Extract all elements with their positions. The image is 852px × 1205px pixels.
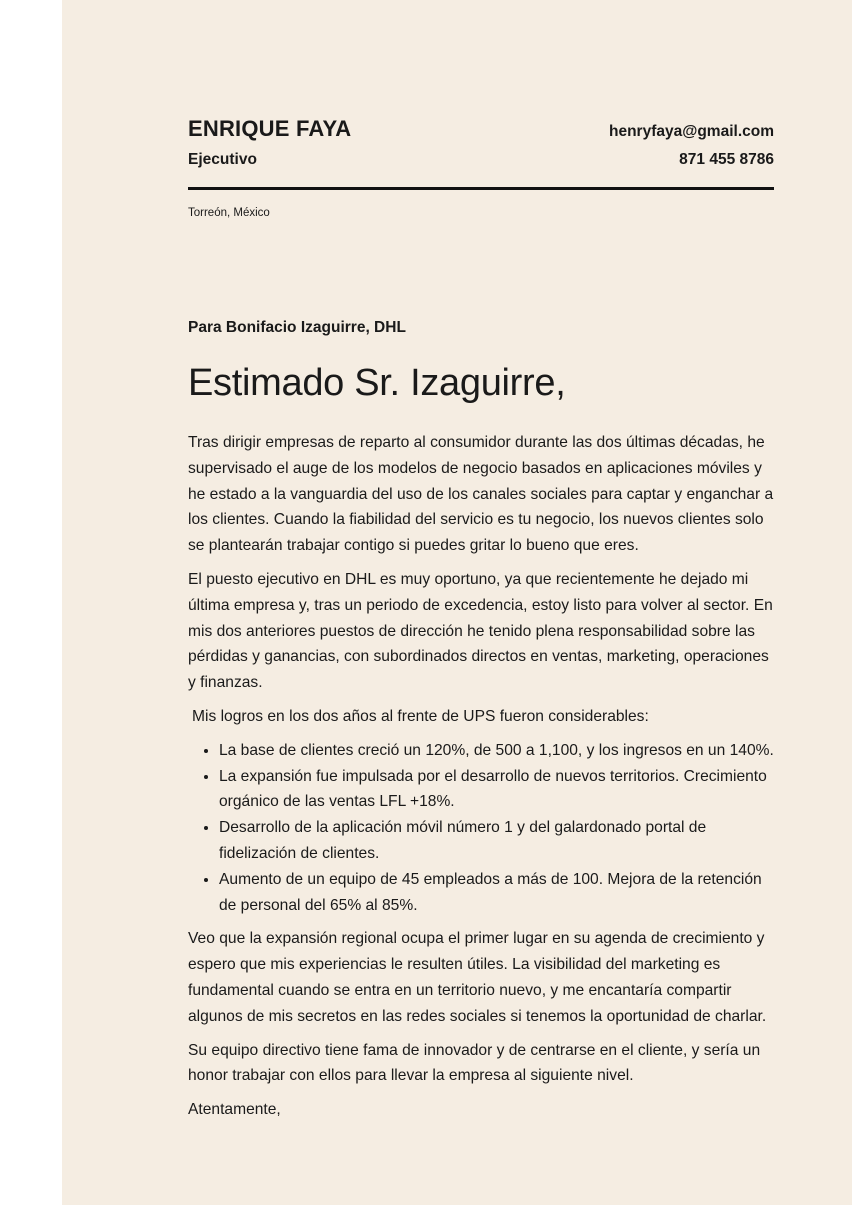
letter-page — [62, 0, 852, 1205]
recipient-line: Para Bonifacio Izaguirre, DHL — [188, 319, 406, 336]
sender-role: Ejecutivo — [188, 151, 257, 168]
closing: Atentamente, — [188, 1101, 281, 1119]
list-item: • La base de clientes creció un 120%, de 500 a 1,100, y los ingresos en un 140%. — [219, 738, 778, 764]
header-divider — [188, 187, 774, 190]
paragraph-1: Tras dirigir empresas de reparto al consumidor durante las dos últimas décadas, he supervisado el auge de los modelos de negocio basados en aplicaciones móviles y he estado a la vanguardia del uso de los canales sociales para captar y enganchar a los clientes. Cuando la fiabilidad del servicio es tu negocio, los nuevos clientes solo se plantearán trabajar contigo si puedes gritar lo bueno que eres. — [188, 434, 774, 555]
paragraph-3: Veo que la expansión regional ocupa el primer lugar en su agenda de crecimiento y espero que mis experiencias le resulten útiles. La visibilidad del marketing es fundamental cuando se entra en un territorio nuevo, y me encantaría compartir algunos de mis secretos en las redes sociales si tenemos la oportunidad de charlar. — [188, 930, 767, 1025]
list-item: • Desarrollo de la aplicación móvil número 1 y del galardonado portal de fidelización de clientes. — [219, 815, 778, 867]
sender-phone: 871 455 8786 — [679, 151, 774, 168]
header-top-row — [188, 116, 774, 142]
achievements-list — [188, 738, 778, 919]
sender-email: henryfaya@gmail.com — [608, 123, 774, 140]
paragraph-2: El puesto ejecutivo en DHL es muy oportuno, ya que recientemente he dejado mi última empresa y, tras un periodo de excedencia, estoy listo para volver al sector. En mis dos anteriores puestos de dirección he tenido plena responsabilidad sobre las pérdidas y ganancias, con subordinados directos en ventas, marketing, operaciones y finanzas. — [188, 570, 773, 692]
header-second-row — [188, 151, 774, 169]
sender-name: ENRIQUE FAYA — [188, 116, 352, 141]
letter-body — [188, 430, 778, 1131]
paragraph-4: Su equipo directivo tiene fama de innovador y de centrarse en el cliente, y sería un honor trabajar con ellos para llevar la empresa al siguiente nivel. — [188, 1041, 761, 1085]
salutation: Estimado Sr. Izaguirre, — [188, 362, 566, 404]
achievements-intro: Mis logros en los dos años al frente de UPS fueron considerables: — [192, 707, 649, 725]
sender-location: Torreón, México — [188, 207, 270, 219]
list-item: • La expansión fue impulsada por el desarrollo de nuevos territorios. Crecimiento orgánico de las ventas LFL +18%. — [219, 764, 778, 816]
list-item: • Aumento de un equipo de 45 empleados a más de 100. Mejora de la retención de personal del 65% al 85%. — [219, 867, 778, 919]
